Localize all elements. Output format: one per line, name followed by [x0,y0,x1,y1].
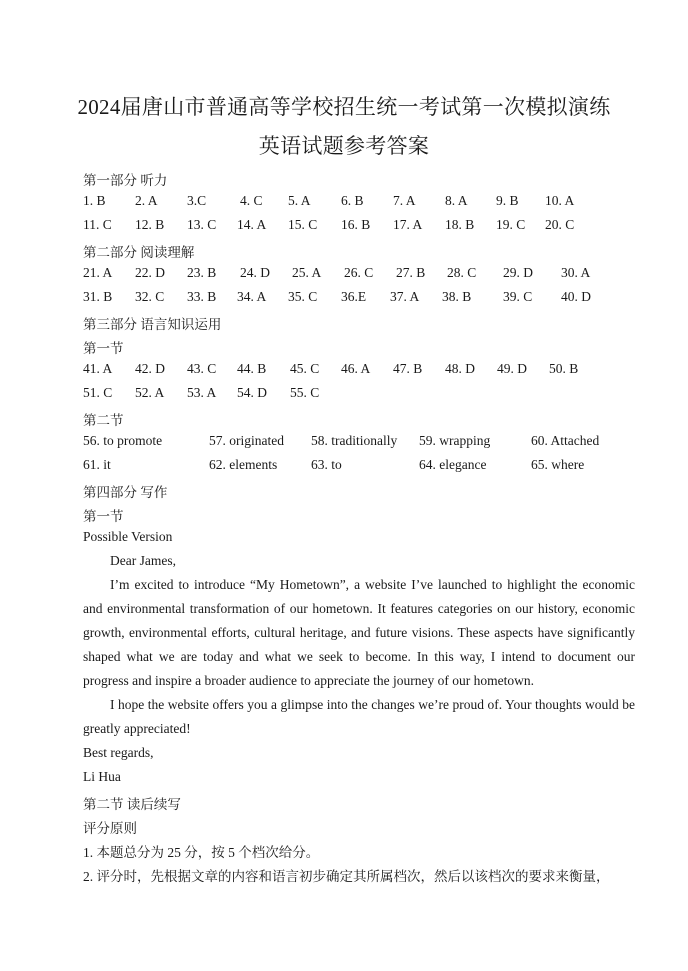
answer-item: 62. elements [209,457,278,472]
document-subtitle: 英语试题参考答案 [258,134,430,158]
answer-item: 4. C [240,193,263,208]
answer-item: 24. D [240,265,270,280]
scoring-principles-heading: 评分原则 [83,821,137,836]
answer-item: 35. C [288,289,318,304]
scoring-principle-1: 1. 本题总分为 25 分，按 5 个档次给分。 [83,845,320,860]
answer-item: 55. C [290,385,320,400]
answer-item: 2. A [135,193,158,208]
answer-item: 12. B [135,217,165,232]
answer-item: 31. B [83,289,113,304]
answer-item: 19. C [496,217,526,232]
answer-item: 42. D [135,361,165,376]
answer-item: 49. D [497,361,527,376]
answer-item: 26. C [344,265,374,280]
part3-heading: 第三部分 语言知识运用 [83,317,222,332]
answer-item: 34. A [237,289,267,304]
letter-paragraph-1-text: I’m excited to introduce “My Hometown”, a website I’ve launched to highlight the economic and environmental transformation of our hometown. It features categories on our history, economic growth, environmental efforts, cultural heritage, and future visions. These aspects have significantly shaped what we are today and what we seek to become. In this way, I intend to document our progress and inspire a broader audience to appreciate the journey of our hometown. [83,577,635,688]
answer-item: 7. A [393,193,416,208]
document-title: 2024届唐山市普通高等学校招生统一考试第一次模拟演练 [77,95,611,119]
answer-item: 56. to promote [83,433,163,448]
answer-item: 64. elegance [419,457,487,472]
answer-item: 40. D [561,289,591,304]
part1-heading: 第一部分 听力 [83,173,168,188]
answer-item: 32. C [135,289,165,304]
part4-section2-heading: 第二节 读后续写 [83,797,181,812]
answer-item: 18. B [445,217,475,232]
answer-item: 20. C [545,217,575,232]
answer-item: 61. it [83,457,111,472]
answer-item: 16. B [341,217,371,232]
answer-item: 10. A [545,193,575,208]
answer-item: 41. A [83,361,113,376]
answer-item: 17. A [393,217,423,232]
answer-item: 63. to [311,457,342,472]
answer-item: 22. D [135,265,165,280]
letter-closing: Best regards, [83,745,154,760]
answer-item: 47. B [393,361,423,376]
answer-item: 39. C [503,289,533,304]
letter-paragraph-2-text: I hope the website offers you a glimpse into the changes we’re proud of. Your thoughts would be greatly appreciated! [83,697,635,736]
answer-item: 9. B [496,193,519,208]
answer-item: 6. B [341,193,364,208]
answer-item: 65. where [531,457,585,472]
answer-item: 3.C [187,193,207,208]
letter-salutation: Dear James, [110,553,176,568]
answer-item: 11. C [83,217,112,232]
answer-item: 29. D [503,265,533,280]
answer-item: 50. B [549,361,579,376]
answer-item: 13. C [187,217,217,232]
answer-item: 28. C [447,265,477,280]
answer-item: 23. B [187,265,217,280]
answer-item: 27. B [396,265,426,280]
answer-item: 8. A [445,193,468,208]
answer-item: 43. C [187,361,217,376]
answer-item: 33. B [187,289,217,304]
answer-item: 57. originated [209,433,284,448]
answer-item: 46. A [341,361,371,376]
part4-heading: 第四部分 写作 [83,485,168,500]
answer-item: 58. traditionally [311,433,398,448]
answer-item: 53. A [187,385,217,400]
answer-item: 1. B [83,193,106,208]
part4-section1-heading: 第一节 [83,509,124,524]
answer-item: 54. D [237,385,267,400]
part3-section1-heading: 第一节 [83,341,124,356]
scoring-principle-2: 2. 评分时，先根据文章的内容和语言初步确定其所属档次，然后以该档次的要求来衡量， [83,869,610,884]
answer-item: 15. C [288,217,318,232]
answer-item: 44. B [237,361,267,376]
possible-version-label: Possible Version [83,529,173,544]
letter-paragraph-2 [83,693,635,741]
answer-item: 36.E [341,289,367,304]
answer-item: 5. A [288,193,311,208]
answer-item: 52. A [135,385,165,400]
answer-item: 30. A [561,265,591,280]
letter-signature: Li Hua [83,769,121,784]
answer-item: 38. B [442,289,472,304]
letter-paragraph-1 [83,573,635,693]
answer-item: 14. A [237,217,267,232]
answer-item: 21. A [83,265,113,280]
answer-item: 45. C [290,361,320,376]
answer-item: 51. C [83,385,113,400]
answer-item: 60. Attached [531,433,600,448]
answer-item: 48. D [445,361,475,376]
answer-item: 37. A [390,289,420,304]
part2-heading: 第二部分 阅读理解 [83,245,195,260]
answer-item: 25. A [292,265,322,280]
answer-item: 59. wrapping [419,433,491,448]
part3-section2-heading: 第二节 [83,413,124,428]
